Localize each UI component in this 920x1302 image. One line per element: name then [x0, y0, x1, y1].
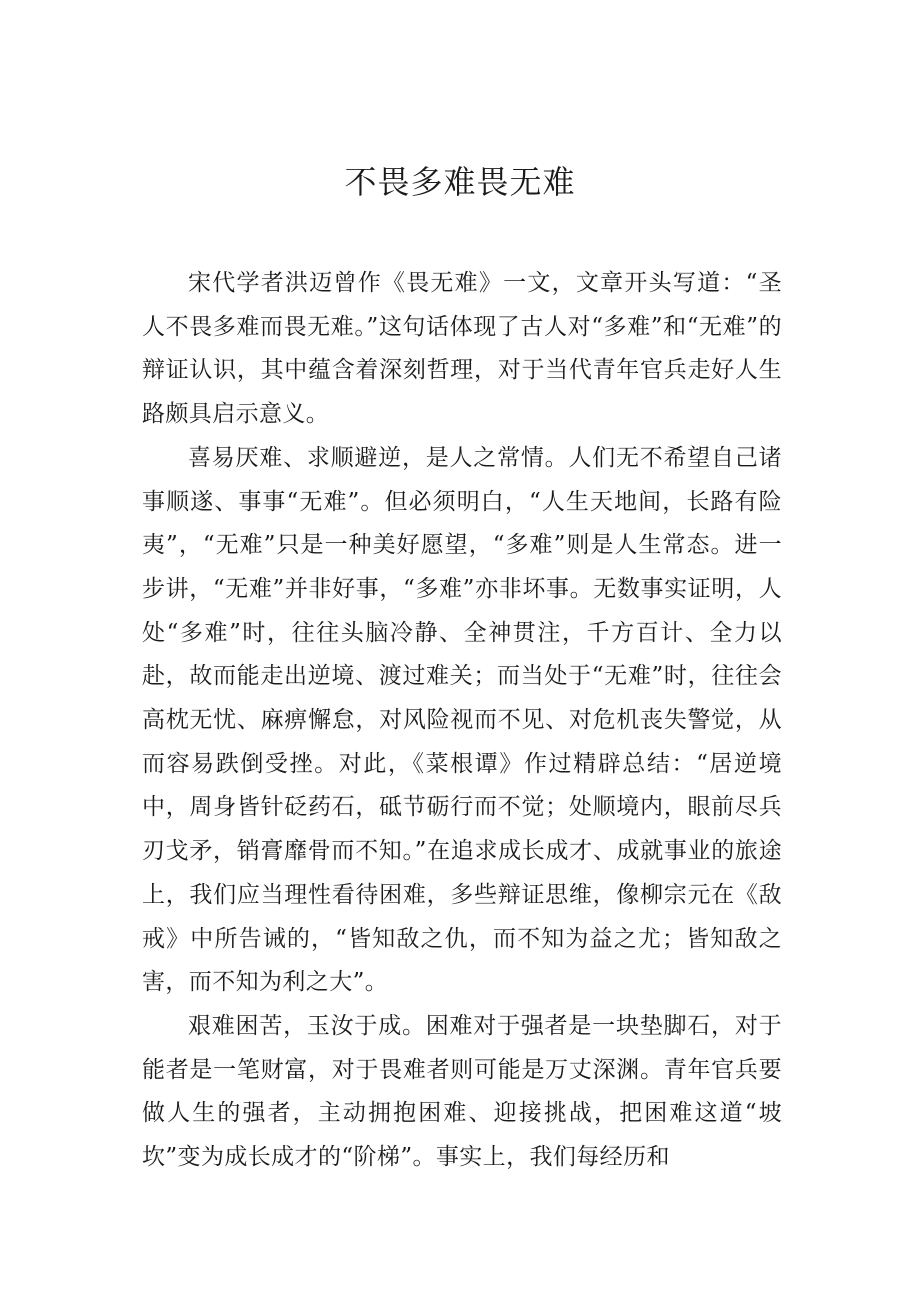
document-title: 不畏多难畏无难 [344, 163, 576, 201]
paragraph-1: 宋代学者洪迈曾作《畏无难》一文，文章开头写道：“圣人不畏多难而畏无难。”这句话体现了古人对“多难”和“无难”的辩证认识，其中蕴含着深刻哲理，对于当代青年官兵走好人生路颇具启示意义。 [142, 270, 782, 428]
document-body [142, 262, 782, 1180]
paragraph-2: 喜易厌难、求顺避逆，是人之常情。人们无不希望自己诸事顺遂、事事“无难”。但必须明白，“人生天地间，长路有险夷”，“无难”只是一种美好愿望，“多难”则是人生常态。进一步讲，“无难”并非好事，“多难”亦非坏事。无数事实证明，人处“多难”时，往往头脑冷静、全神贯注，千方百计、全力以赴，故而能走出逆境、渡过难关；而当处于“无难”时，往往会高枕无忧、麻痹懈怠，对风险视而不见、对危机丧失警觉，从而容易跌倒受挫。对此，《菜根谭》作过精辟总结：“居逆境中，周身皆针砭药石，砥节砺行而不觉；处顺境内，眼前尽兵刃戈矛，销膏靡骨而不知。”在追求成长成才、成就事业的旅途上，我们应当理性看待困难，多些辩证思维，像柳宗元在《敌戒》中所告诫的，“皆知敌之仇，而不知为益之尤；皆知敌之害，而不知为利之大”。 [142, 444, 782, 996]
paragraph-3: 艰难困苦，玉汝于成。困难对于强者是一块垫脚石，对于能者是一笔财富，对于畏难者则可能是万丈深渊。青年官兵要做人生的强者，主动拥抱困难、迎接挑战，把困难这道“坡坎”变为成长成才的“阶梯”。事实上，我们每经历和 [142, 1012, 782, 1171]
